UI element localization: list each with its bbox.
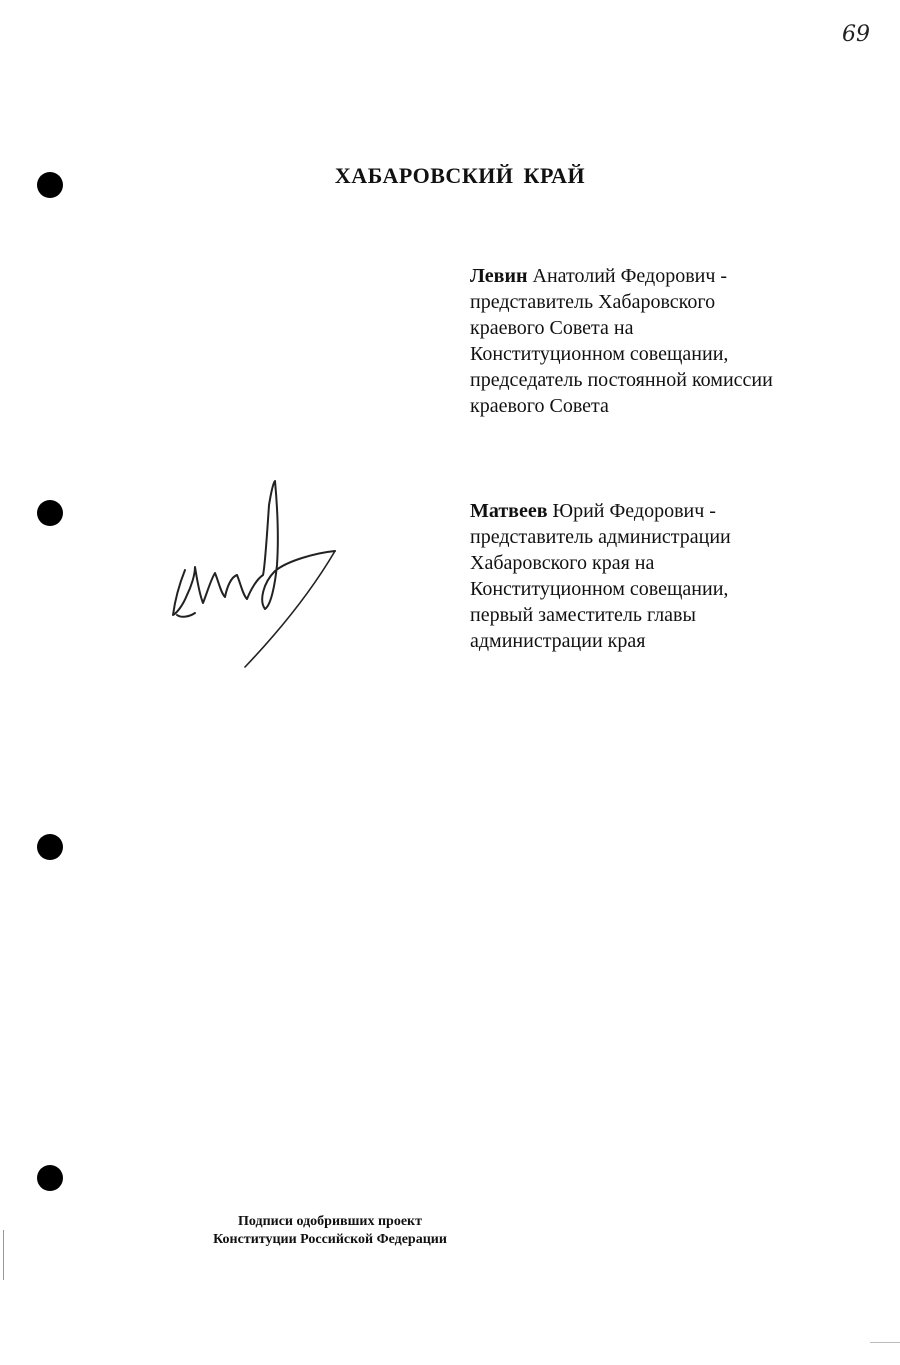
- representative-description-line: председатель постоянной комиссии: [470, 369, 773, 391]
- representative-description-line: администрации края: [470, 630, 646, 652]
- region-title: ХАБАРОВСКИЙ КРАЙ: [334, 163, 586, 188]
- representative-description-line: Хабаровского края на: [470, 552, 655, 574]
- footer-line: Подписи одобривших проект: [238, 1214, 422, 1229]
- scan-edge-mark: [3, 1230, 4, 1280]
- footer-line: Конституции Российской Федерации: [213, 1232, 447, 1247]
- handwritten-signature: [165, 475, 345, 675]
- representative-description-line: краевого Совета: [470, 395, 609, 417]
- representative-description-line: краевого Совета на: [470, 317, 634, 339]
- representative-name-line: [470, 263, 880, 289]
- representative-entry: [470, 498, 880, 654]
- representative-surname: Левин: [470, 265, 528, 287]
- punch-hole: [37, 1165, 63, 1191]
- representative-name-line: [470, 498, 880, 524]
- scan-corner-mark: [870, 1342, 900, 1343]
- representative-description-line: первый заместитель главы: [470, 604, 696, 626]
- representative-description-line: представитель Хабаровского: [470, 291, 716, 313]
- page-number: 69: [842, 22, 870, 47]
- representative-description-line: Конституционном совещании,: [470, 578, 729, 600]
- representative-description-line: Конституционном совещании,: [470, 343, 729, 365]
- representative-surname: Матвеев: [470, 500, 548, 522]
- punch-hole: [37, 500, 63, 526]
- representative-description-line: представитель администрации: [470, 526, 731, 548]
- representative-given-names: Юрий Федорович -: [552, 500, 716, 522]
- punch-hole: [37, 834, 63, 860]
- footer-caption: [190, 1213, 470, 1249]
- representative-entry: [470, 263, 880, 419]
- representative-given-names: Анатолий Федорович -: [532, 265, 728, 287]
